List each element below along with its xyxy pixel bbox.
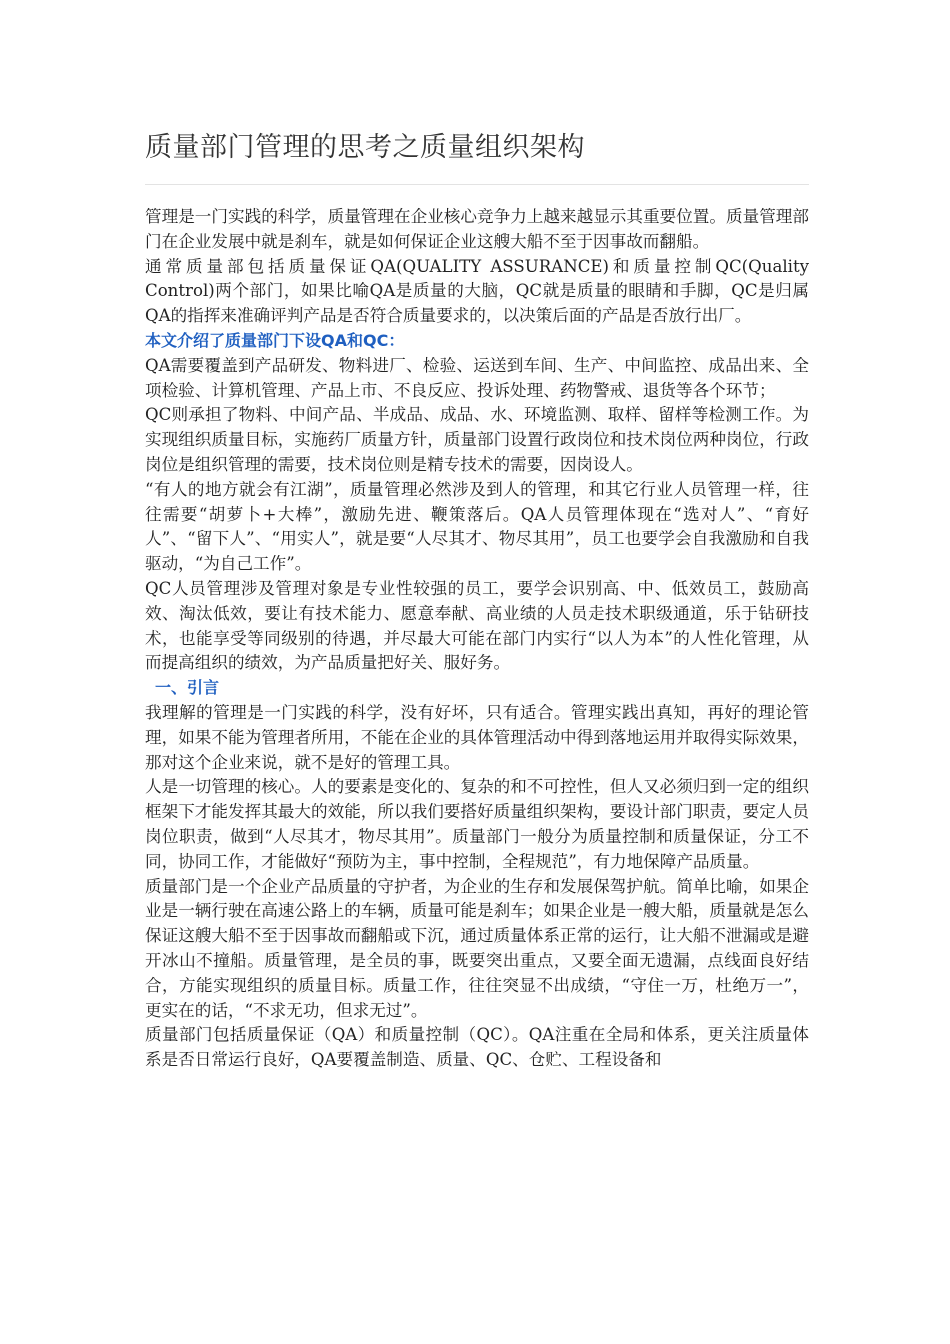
- paragraph: QC则承担了物料、中间产品、半成品、成品、水、环境监测、取样、留样等检测工作。为实现组织质量目标，实施药厂质量方针，质量部门设置行政岗位和技术岗位两种岗位，行政岗位是组织管理的需要，技术岗位则是精专技术的需要，因岗设人。: [145, 405, 809, 474]
- paragraph: 通常质量部包括质量保证QA(QUALITY ASSURANCE)和质量控制QC(Quality Control)两个部门，如果比喻QA是质量的大脑，QC就是质量的眼睛和手脚，QC是归属QA的指挥来准确评判产品是否符合质量要求的，以决策后面的产品是否放行出厂。: [145, 256, 809, 326]
- paragraph: 我理解的管理是一门实践的科学，没有好坏，只有适合。管理实践出真知，再好的理论管理，如果不能为管理者所用，不能在企业的具体管理活动中得到落地运用并取得实际效果，那对这个企业来说，就不是好的管理工具。: [145, 702, 809, 772]
- page-title: 质量部门管理的思考之质量组织架构: [145, 132, 585, 163]
- paragraph: 质量部门包括质量保证（QA）和质量控制（QC）。QA注重在全局和体系，更关注质量体系是否日常运行良好，QA要覆盖制造、质量、QC、仓贮、工程设备和: [145, 1025, 809, 1070]
- document-page: [145, 128, 809, 1073]
- title-divider: [145, 184, 809, 185]
- paragraph: “有人的地方就会有江湖”，质量管理必然涉及到人的管理，和其它行业人员管理一样，往往需要“胡萝卜+大棒”，激励先进、鞭策落后。QA人员管理体现在“选对人”、“育好人”、“留下人”、“用实人”，就是要“人尽其才、物尽其用”，员工也要学会自我激励和自我驱动，“为自己工作”。: [145, 479, 809, 574]
- paragraph: QC人员管理涉及管理对象是专业性较强的员工，要学会识别高、中、低效员工，鼓励高效、淘汰低效，要让有技术能力、愿意奉献、高业绩的人员走技术职级通道，乐于钻研技术，也能享受等同级别的待遇，并尽最大可能在部门内实行“以人为本”的人性化管理，从而提高组织的绩效，为产品质量把好关、服好务。: [145, 578, 809, 673]
- paragraph: 质量部门是一个企业产品质量的守护者，为企业的生存和发展保驾护航。简单比喻，如果企业是一辆行驶在高速公路上的车辆，质量可能是刹车；如果企业是一艘大船，质量就是怎么保证这艘大船不至于因事故而翻船或下沉，通过质量体系正常的运行，让大船不泄漏或是避开冰山不撞船。质量管理，是全员的事，既要突出重点，又要全面无遗漏，点线面良好结合，方能实现组织的质量目标。质量工作，往往突显不出成绩，“守住一万，杜绝万一”，更实在的话，“不求无功，但求无过”。: [145, 876, 809, 1020]
- section-heading: 一、引言: [155, 678, 220, 698]
- paragraph: QA需要覆盖到产品研发、物料进厂、检验、运送到车间、生产、中间监控、成品出来、全项检验、计算机管理、产品上市、不良反应、投诉处理、药物警戒、退货等各个环节；: [145, 355, 809, 400]
- section-heading: 本文介绍了质量部门下设QA和QC：: [145, 330, 405, 350]
- article-body: [145, 205, 809, 1073]
- paragraph: 人是一切管理的核心。人的要素是变化的、复杂的和不可控性，但人又必须归到一定的组织框架下才能发挥其最大的效能，所以我们要搭好质量组织架构，要设计部门职责，要定人员岗位职责，做到“人尽其才，物尽其用”。质量部门一般分为质量控制和质量保证，分工不同，协同工作，才能做好“预防为主，事中控制，全程规范”，有力地保障产品质量。: [145, 777, 809, 871]
- paragraph: 管理是一门实践的科学，质量管理在企业核心竞争力上越来越显示其重要位置。质量管理部门在企业发展中就是刹车，就是如何保证企业这艘大船不至于因事故而翻船。: [145, 207, 809, 251]
